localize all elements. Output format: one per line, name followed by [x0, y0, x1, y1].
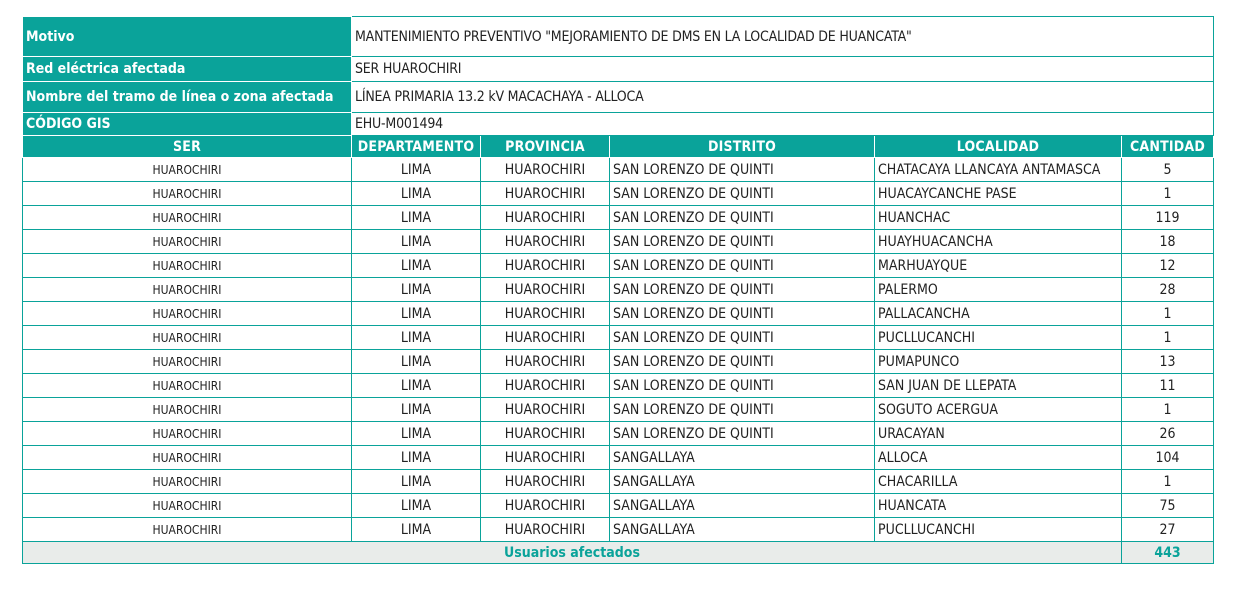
table-row [23, 326, 1214, 350]
cell-localidad: PUCLLUCANCHI [875, 518, 1122, 542]
cell-distrito: SAN LORENZO DE QUINTI [610, 230, 875, 254]
cell-ser: HUAROCHIRI [23, 230, 352, 254]
cell-ser: HUAROCHIRI [23, 326, 352, 350]
cell-cantidad: 18 [1122, 230, 1214, 254]
cell-departamento: LIMA [352, 326, 481, 350]
cell-departamento: LIMA [352, 470, 481, 494]
tramo-value: LÍNEA PRIMARIA 13.2 kV MACACHAYA - ALLOCA [352, 82, 1214, 113]
cell-departamento: LIMA [352, 254, 481, 278]
cell-localidad: URACAYAN [875, 422, 1122, 446]
tramo-row [23, 82, 1214, 113]
cell-distrito: SAN LORENZO DE QUINTI [610, 302, 875, 326]
cell-localidad: HUANCHAC [875, 206, 1122, 230]
table-row [23, 302, 1214, 326]
cell-distrito: SANGALLAYA [610, 446, 875, 470]
cell-provincia: HUAROCHIRI [481, 230, 610, 254]
cell-cantidad: 26 [1122, 422, 1214, 446]
cell-ser: HUAROCHIRI [23, 254, 352, 278]
cell-distrito: SANGALLAYA [610, 518, 875, 542]
cell-departamento: LIMA [352, 398, 481, 422]
gis-row [23, 113, 1214, 136]
data-rows [23, 158, 1214, 542]
cell-cantidad: 1 [1122, 398, 1214, 422]
cell-localidad: SOGUTO ACERGUA [875, 398, 1122, 422]
motivo-row [23, 17, 1214, 57]
cell-ser: HUAROCHIRI [23, 422, 352, 446]
cell-localidad: PALLACANCHA [875, 302, 1122, 326]
cell-cantidad: 75 [1122, 494, 1214, 518]
cell-provincia: HUAROCHIRI [481, 350, 610, 374]
cell-distrito: SAN LORENZO DE QUINTI [610, 374, 875, 398]
table-row [23, 254, 1214, 278]
table-row [23, 398, 1214, 422]
total-label: Usuarios afectados [23, 542, 1122, 564]
cell-ser: HUAROCHIRI [23, 158, 352, 182]
cell-ser: HUAROCHIRI [23, 278, 352, 302]
cell-provincia: HUAROCHIRI [481, 254, 610, 278]
cell-localidad: HUANCATA [875, 494, 1122, 518]
table-row [23, 446, 1214, 470]
red-row [23, 57, 1214, 82]
cell-provincia: HUAROCHIRI [481, 278, 610, 302]
cell-departamento: LIMA [352, 518, 481, 542]
cell-cantidad: 13 [1122, 350, 1214, 374]
cell-distrito: SAN LORENZO DE QUINTI [610, 158, 875, 182]
cell-cantidad: 119 [1122, 206, 1214, 230]
column-header-row [23, 136, 1214, 158]
col-header-departamento: DEPARTAMENTO [352, 136, 481, 158]
table-row [23, 158, 1214, 182]
cell-localidad: HUACAYCANCHE PASE [875, 182, 1122, 206]
table-row [23, 206, 1214, 230]
cell-provincia: HUAROCHIRI [481, 470, 610, 494]
cell-localidad: PALERMO [875, 278, 1122, 302]
col-header-cantidad: CANTIDAD [1122, 136, 1214, 158]
cell-ser: HUAROCHIRI [23, 374, 352, 398]
red-value: SER HUAROCHIRI [352, 57, 1214, 82]
cell-localidad: SAN JUAN DE LLEPATA [875, 374, 1122, 398]
cell-departamento: LIMA [352, 278, 481, 302]
cell-provincia: HUAROCHIRI [481, 302, 610, 326]
cell-ser: HUAROCHIRI [23, 206, 352, 230]
cell-provincia: HUAROCHIRI [481, 518, 610, 542]
cell-cantidad: 12 [1122, 254, 1214, 278]
cell-distrito: SAN LORENZO DE QUINTI [610, 350, 875, 374]
cell-provincia: HUAROCHIRI [481, 206, 610, 230]
cell-cantidad: 1 [1122, 182, 1214, 206]
cell-distrito: SAN LORENZO DE QUINTI [610, 182, 875, 206]
cell-localidad: CHACARILLA [875, 470, 1122, 494]
cell-departamento: LIMA [352, 158, 481, 182]
cell-cantidad: 27 [1122, 518, 1214, 542]
cell-ser: HUAROCHIRI [23, 302, 352, 326]
table-row [23, 374, 1214, 398]
table-row [23, 230, 1214, 254]
table-row [23, 518, 1214, 542]
cell-localidad: MARHUAYQUE [875, 254, 1122, 278]
cell-distrito: SAN LORENZO DE QUINTI [610, 278, 875, 302]
cell-distrito: SAN LORENZO DE QUINTI [610, 422, 875, 446]
cell-distrito: SAN LORENZO DE QUINTI [610, 326, 875, 350]
cell-localidad: PUMAPUNCO [875, 350, 1122, 374]
cell-localidad: ALLOCA [875, 446, 1122, 470]
cell-departamento: LIMA [352, 350, 481, 374]
affected-users-report [22, 16, 1213, 564]
cell-provincia: HUAROCHIRI [481, 494, 610, 518]
cell-distrito: SAN LORENZO DE QUINTI [610, 398, 875, 422]
table-row [23, 182, 1214, 206]
table-row [23, 494, 1214, 518]
cell-provincia: HUAROCHIRI [481, 374, 610, 398]
cell-distrito: SANGALLAYA [610, 470, 875, 494]
col-header-localidad: LOCALIDAD [875, 136, 1122, 158]
cell-departamento: LIMA [352, 422, 481, 446]
table-row [23, 422, 1214, 446]
cell-localidad: HUAYHUACANCHA [875, 230, 1122, 254]
table-row [23, 470, 1214, 494]
cell-departamento: LIMA [352, 446, 481, 470]
cell-cantidad: 11 [1122, 374, 1214, 398]
cell-provincia: HUAROCHIRI [481, 422, 610, 446]
cell-cantidad: 1 [1122, 470, 1214, 494]
cell-departamento: LIMA [352, 182, 481, 206]
cell-departamento: LIMA [352, 302, 481, 326]
cell-distrito: SAN LORENZO DE QUINTI [610, 206, 875, 230]
gis-label: CÓDIGO GIS [23, 113, 352, 136]
motivo-label: Motivo [23, 17, 352, 57]
table-row [23, 278, 1214, 302]
col-header-distrito: DISTRITO [610, 136, 875, 158]
cell-ser: HUAROCHIRI [23, 446, 352, 470]
cell-ser: HUAROCHIRI [23, 518, 352, 542]
cell-cantidad: 28 [1122, 278, 1214, 302]
col-header-provincia: PROVINCIA [481, 136, 610, 158]
cell-cantidad: 1 [1122, 326, 1214, 350]
tramo-label: Nombre del tramo de línea o zona afectada [23, 82, 352, 113]
red-label: Red eléctrica afectada [23, 57, 352, 82]
cell-provincia: HUAROCHIRI [481, 398, 610, 422]
cell-localidad: PUCLLUCANCHI [875, 326, 1122, 350]
cell-ser: HUAROCHIRI [23, 494, 352, 518]
cell-provincia: HUAROCHIRI [481, 326, 610, 350]
cell-ser: HUAROCHIRI [23, 398, 352, 422]
cell-provincia: HUAROCHIRI [481, 446, 610, 470]
cell-departamento: LIMA [352, 374, 481, 398]
cell-provincia: HUAROCHIRI [481, 158, 610, 182]
cell-departamento: LIMA [352, 206, 481, 230]
cell-ser: HUAROCHIRI [23, 182, 352, 206]
cell-cantidad: 1 [1122, 302, 1214, 326]
cell-ser: HUAROCHIRI [23, 350, 352, 374]
cell-localidad: CHATACAYA LLANCAYA ANTAMASCA [875, 158, 1122, 182]
cell-departamento: LIMA [352, 230, 481, 254]
cell-cantidad: 104 [1122, 446, 1214, 470]
col-header-ser: SER [23, 136, 352, 158]
total-value: 443 [1122, 542, 1214, 564]
cell-distrito: SAN LORENZO DE QUINTI [610, 254, 875, 278]
report-table [22, 16, 1214, 564]
total-row [23, 542, 1214, 564]
cell-distrito: SANGALLAYA [610, 494, 875, 518]
cell-ser: HUAROCHIRI [23, 470, 352, 494]
cell-provincia: HUAROCHIRI [481, 182, 610, 206]
motivo-value: MANTENIMIENTO PREVENTIVO "MEJORAMIENTO DE DMS EN LA LOCALIDAD DE HUANCATA" [352, 17, 1214, 57]
cell-cantidad: 5 [1122, 158, 1214, 182]
table-row [23, 350, 1214, 374]
cell-departamento: LIMA [352, 494, 481, 518]
gis-value: EHU-M001494 [352, 113, 1214, 136]
